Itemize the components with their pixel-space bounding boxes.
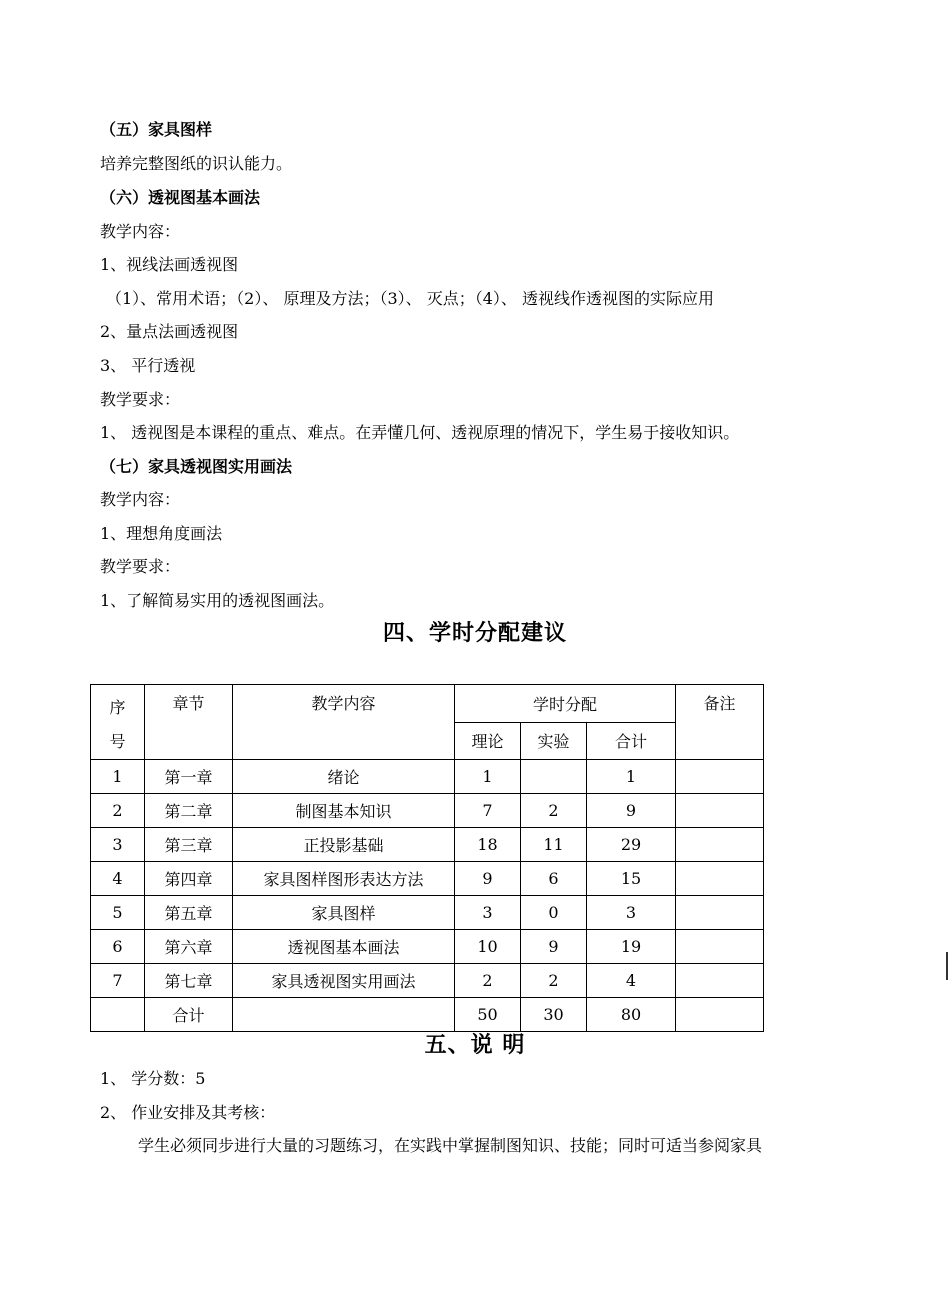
table-header-row <box>91 685 764 723</box>
cell-no: 4 <box>91 862 145 896</box>
cell-no: 1 <box>91 760 145 794</box>
cell-remark <box>676 964 764 998</box>
cell-lab <box>521 760 587 794</box>
cell-theory: 9 <box>455 862 521 896</box>
cell-lab: 30 <box>521 998 587 1032</box>
paragraph: 1、理想角度画法 <box>100 524 223 543</box>
subsection-heading-7: （七）家具透视图实用画法 <box>100 457 293 476</box>
header-remark: 备注 <box>676 685 764 760</box>
cell-theory: 1 <box>455 760 521 794</box>
paragraph: 2、量点法画透视图 <box>100 322 239 341</box>
paragraph: 1、 透视图是本课程的重点、难点。在弄懂几何、透视原理的情况下，学生易于接收知识。 <box>100 423 740 442</box>
header-lab: 实验 <box>521 722 587 760</box>
cell-remark <box>676 930 764 964</box>
cell-theory: 10 <box>455 930 521 964</box>
table-row <box>91 930 764 964</box>
cell-total: 15 <box>587 862 676 896</box>
cell-total: 3 <box>587 896 676 930</box>
header-no-top: 序 <box>109 698 126 717</box>
section-title-hours: 四、学时分配建议 <box>382 621 567 646</box>
cell-theory: 2 <box>455 964 521 998</box>
cell-chapter: 第七章 <box>145 964 233 998</box>
cell-remark <box>676 896 764 930</box>
cell-no <box>91 998 145 1032</box>
cell-lab: 2 <box>521 964 587 998</box>
cell-theory: 3 <box>455 896 521 930</box>
paragraph: 培养完整图纸的识认能力。 <box>100 154 293 173</box>
cell-lab: 6 <box>521 862 587 896</box>
cell-content: 家具图样 <box>233 896 455 930</box>
note-paragraph: 学生必须同步进行大量的习题练习，在实践中掌握制图知识、技能；同时可适当参阅家具 <box>138 1136 763 1155</box>
paragraph: （1）、常用术语；（2）、 原理及方法；（3）、 灭点；（4）、 透视线作透视图的实际应用 <box>106 289 714 308</box>
header-total: 合计 <box>587 722 676 760</box>
cell-total: 29 <box>587 828 676 862</box>
paragraph: 3、 平行透视 <box>100 356 196 375</box>
cell-remark <box>676 862 764 896</box>
table-row <box>91 896 764 930</box>
table-row <box>91 964 764 998</box>
table-row <box>91 794 764 828</box>
cell-content: 家具图样图形表达方法 <box>233 862 455 896</box>
cell-total: 1 <box>587 760 676 794</box>
cell-no: 5 <box>91 896 145 930</box>
cell-content <box>233 998 455 1032</box>
cell-chapter: 第五章 <box>145 896 233 930</box>
cell-lab: 9 <box>521 930 587 964</box>
header-content: 教学内容 <box>233 685 455 760</box>
cell-theory: 50 <box>455 998 521 1032</box>
note-assignments: 2、 作业安排及其考核： <box>100 1103 276 1122</box>
paragraph: 1、了解简易实用的透视图画法。 <box>100 591 335 610</box>
margin-mark <box>946 952 948 980</box>
paragraph: 1、视线法画透视图 <box>100 255 239 274</box>
cell-total: 4 <box>587 964 676 998</box>
paragraph: 教学要求： <box>100 557 181 576</box>
table-row <box>91 998 764 1032</box>
hours-table <box>90 684 764 1032</box>
cell-remark <box>676 794 764 828</box>
note-credits: 1、 学分数：5 <box>100 1069 206 1088</box>
cell-chapter: 合计 <box>145 998 233 1032</box>
subsection-heading-5: （五）家具图样 <box>100 120 213 139</box>
header-chapter: 章节 <box>145 685 233 760</box>
cell-theory: 7 <box>455 794 521 828</box>
cell-lab: 2 <box>521 794 587 828</box>
cell-remark <box>676 828 764 862</box>
cell-no: 7 <box>91 964 145 998</box>
cell-content: 透视图基本画法 <box>233 930 455 964</box>
header-theory: 理论 <box>455 722 521 760</box>
cell-no: 2 <box>91 794 145 828</box>
cell-content: 制图基本知识 <box>233 794 455 828</box>
cell-total: 19 <box>587 930 676 964</box>
cell-remark <box>676 760 764 794</box>
header-hours: 学时分配 <box>455 685 676 723</box>
cell-no: 3 <box>91 828 145 862</box>
cell-chapter: 第四章 <box>145 862 233 896</box>
subsection-heading-6: （六）透视图基本画法 <box>100 188 261 207</box>
paragraph: 教学内容： <box>100 490 181 509</box>
cell-no: 6 <box>91 930 145 964</box>
header-no <box>91 685 145 760</box>
cell-theory: 18 <box>455 828 521 862</box>
cell-chapter: 第二章 <box>145 794 233 828</box>
cell-chapter: 第六章 <box>145 930 233 964</box>
cell-chapter: 第三章 <box>145 828 233 862</box>
cell-total: 9 <box>587 794 676 828</box>
cell-remark <box>676 998 764 1032</box>
section-title-notes: 五、说 明 <box>424 1033 526 1058</box>
table-row <box>91 862 764 896</box>
cell-lab: 0 <box>521 896 587 930</box>
cell-content: 家具透视图实用画法 <box>233 964 455 998</box>
paragraph: 教学内容： <box>100 222 181 241</box>
table-row <box>91 760 764 794</box>
cell-chapter: 第一章 <box>145 760 233 794</box>
cell-content: 绪论 <box>233 760 455 794</box>
cell-lab: 11 <box>521 828 587 862</box>
cell-total: 80 <box>587 998 676 1032</box>
header-no-bottom: 号 <box>109 732 126 751</box>
cell-content: 正投影基础 <box>233 828 455 862</box>
table-row <box>91 828 764 862</box>
paragraph: 教学要求： <box>100 390 181 409</box>
